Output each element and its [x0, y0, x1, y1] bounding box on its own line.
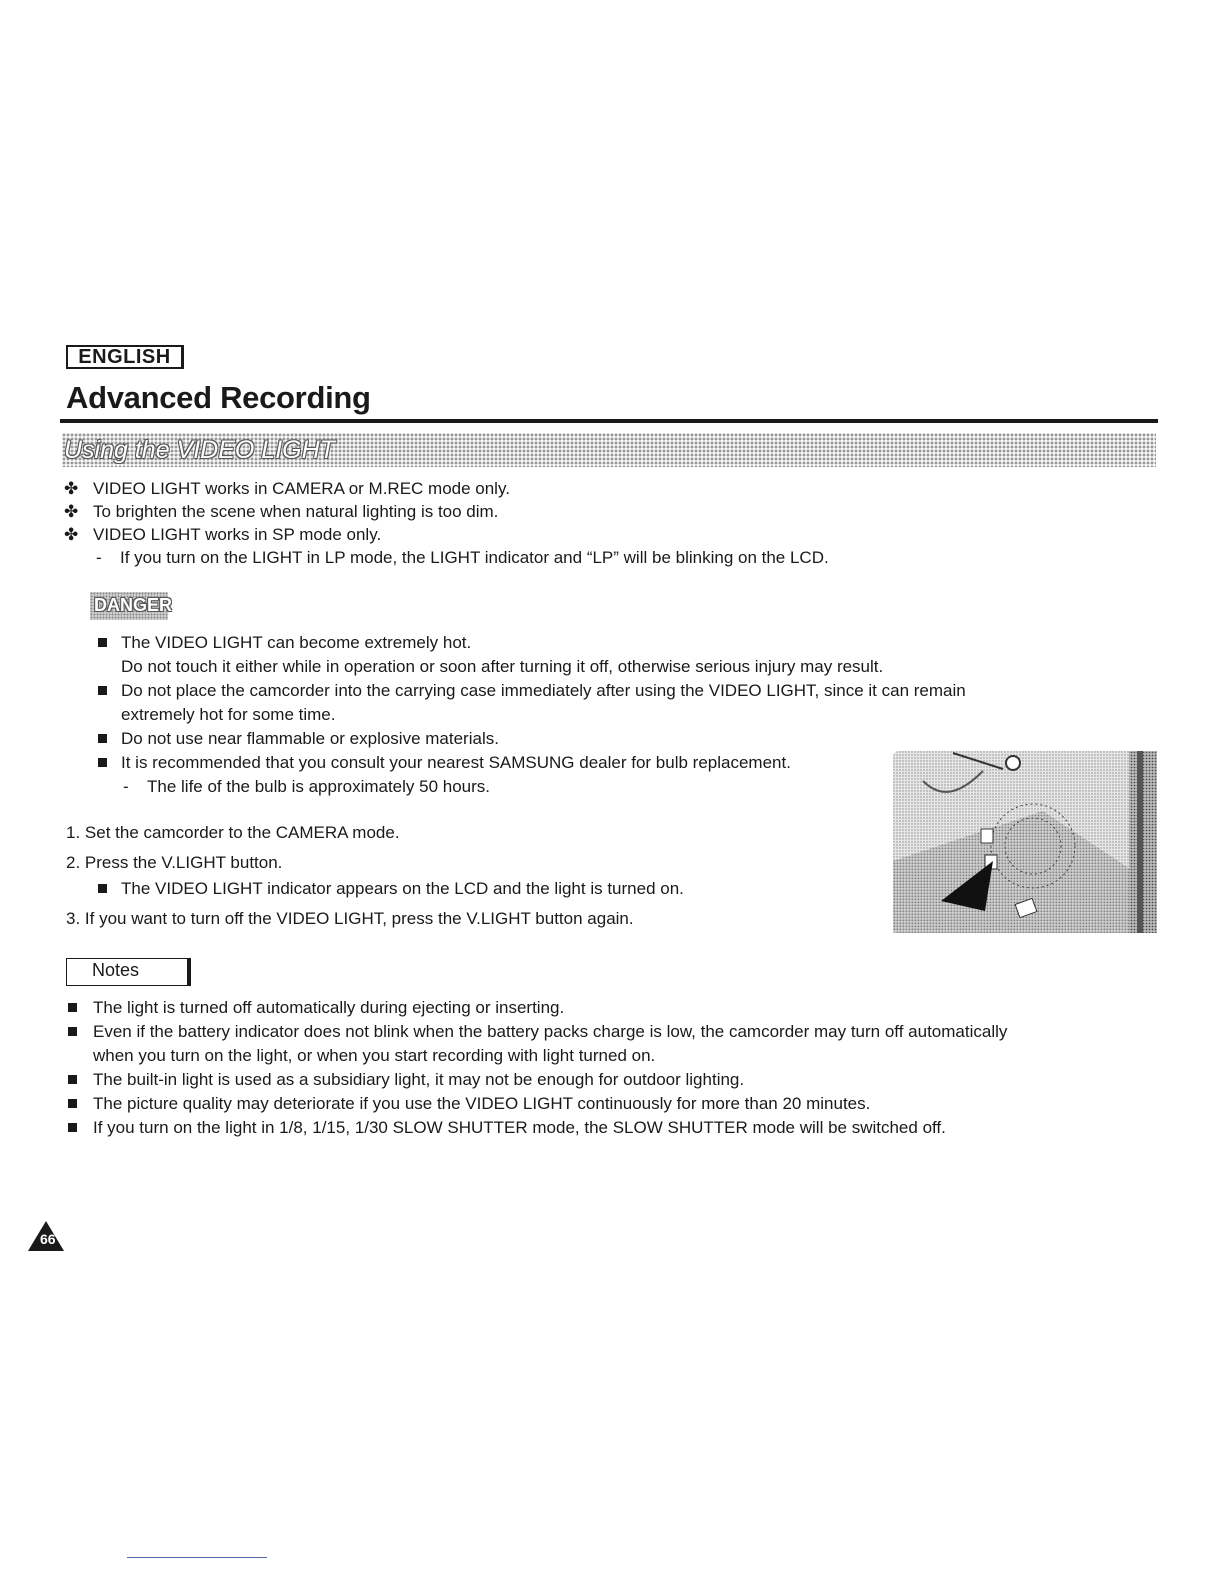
note-item: The picture quality may deteriorate if you use the VIDEO LIGHT continuously for more than 20 minutes. — [93, 1094, 871, 1113]
danger-item-continued: extremely hot for some time. — [121, 705, 336, 724]
danger-item: The VIDEO LIGHT can become extremely hot. — [121, 633, 472, 652]
dash-marker: - — [96, 548, 102, 567]
section-banner — [62, 433, 1156, 467]
square-bullet-icon — [68, 1075, 77, 1084]
danger-badge — [90, 592, 173, 620]
square-bullet-icon — [68, 1003, 77, 1012]
footer-rule — [127, 1557, 267, 1558]
square-bullet-icon — [98, 758, 107, 767]
notes-badge — [66, 958, 191, 986]
note-item: If you turn on the light in 1/8, 1/15, 1/30 SLOW SHUTTER mode, the SLOW SHUTTER mode will be switched off. — [93, 1118, 946, 1137]
camcorder-video-light-illustration — [893, 751, 1157, 933]
intro-sub-item: If you turn on the LIGHT in LP mode, the LIGHT indicator and “LP” will be blinking on the LCD. — [120, 548, 829, 567]
language-badge: ENGLISH — [66, 345, 184, 369]
square-bullet-icon — [98, 884, 107, 893]
note-item: The built-in light is used as a subsidiary light, it may not be enough for outdoor lighting. — [93, 1070, 745, 1089]
title-rule — [60, 419, 1158, 423]
intro-item: To brighten the scene when natural lighting is too dim. — [93, 502, 499, 521]
step-item: 2. Press the V.LIGHT button. — [66, 853, 283, 872]
square-bullet-icon — [98, 638, 107, 647]
step-item: 3. If you want to turn off the VIDEO LIGHT, press the V.LIGHT button again. — [66, 909, 634, 928]
dash-marker: - — [123, 777, 129, 796]
square-bullet-icon — [68, 1027, 77, 1036]
danger-label: DANGER — [94, 595, 173, 615]
intro-item: VIDEO LIGHT works in CAMERA or M.REC mode only. — [93, 479, 510, 498]
intro-item: VIDEO LIGHT works in SP mode only. — [93, 525, 382, 544]
four-petal-bullet-icon: ✤ — [64, 479, 79, 498]
page-title: Advanced Recording — [66, 380, 371, 415]
square-bullet-icon — [68, 1123, 77, 1132]
square-bullet-icon — [98, 686, 107, 695]
square-bullet-icon — [68, 1099, 77, 1108]
danger-item: It is recommended that you consult your nearest SAMSUNG dealer for bulb replacement. — [121, 753, 791, 772]
notes-label: Notes — [92, 960, 140, 980]
note-item: Even if the battery indicator does not blink when the battery packs charge is low, the camcorder may turn off automatically — [93, 1022, 1008, 1041]
danger-item-continued: Do not touch it either while in operation or soon after turning it off, otherwise serious injury may result. — [121, 657, 884, 676]
step-sub-item: The VIDEO LIGHT indicator appears on the LCD and the light is turned on. — [121, 879, 684, 898]
note-item-continued: when you turn on the light, or when you start recording with light turned on. — [93, 1046, 656, 1065]
square-bullet-icon — [98, 734, 107, 743]
four-petal-bullet-icon: ✤ — [64, 502, 79, 521]
danger-sub-item: The life of the bulb is approximately 50 hours. — [147, 777, 491, 796]
note-item: The light is turned off automatically during ejecting or inserting. — [93, 998, 565, 1017]
danger-item: Do not place the camcorder into the carrying case immediately after using the VIDEO LIGHT, since it can remain — [121, 681, 966, 700]
four-petal-bullet-icon: ✤ — [64, 525, 79, 544]
page-number: 66 — [40, 1231, 56, 1247]
section-title: Using the VIDEO LIGHT — [64, 436, 335, 464]
danger-item: Do not use near flammable or explosive materials. — [121, 729, 499, 748]
step-item: 1. Set the camcorder to the CAMERA mode. — [66, 823, 400, 842]
